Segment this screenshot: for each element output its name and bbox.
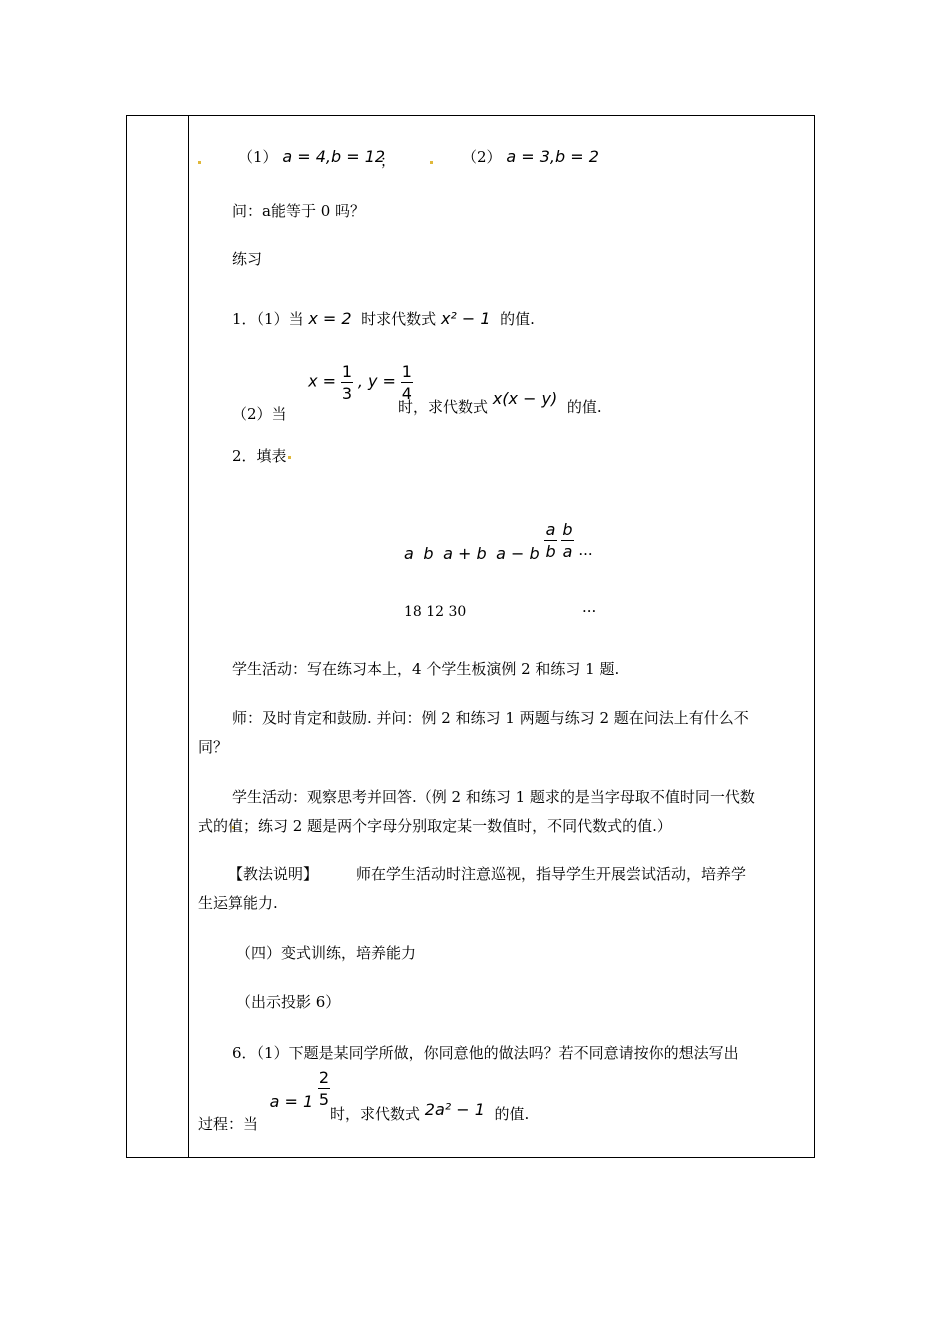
header-sum: a + b [443, 543, 487, 563]
case-1-label: （1） [238, 148, 278, 166]
header-b: b [423, 543, 434, 563]
fill-table-row: 18 12 30 [404, 604, 467, 620]
question-6-line-2 [198, 1068, 330, 1133]
practice-2-heading: 2．填表 [232, 447, 287, 465]
case-2-label: （2） [462, 148, 502, 166]
p1b-x-fraction [341, 362, 353, 403]
q6b-a-num: 2 [318, 1068, 330, 1087]
header-ab-den: b [545, 542, 556, 561]
q6b-suffix: 的值. [494, 1105, 530, 1123]
p1b-y-num: 1 [401, 362, 412, 381]
practice-1-line [232, 308, 535, 329]
table-frame [126, 115, 815, 1158]
q6b-mid: 时，求代数式 [330, 1105, 421, 1123]
q6b-a-fraction [318, 1068, 330, 1109]
teacher-line-2: 同？ [198, 738, 229, 756]
fraction-bar [341, 382, 353, 383]
yellow-mark [430, 161, 433, 164]
q6b-a-label: a = 1 [269, 1091, 314, 1111]
p1-condition: x = 2 [308, 309, 352, 328]
section-4-heading: （四）变式训练，培养能力 [236, 944, 417, 962]
p1-expression: x² − 1 [440, 309, 491, 328]
yellow-mark [288, 456, 291, 459]
header-ba-den: a [562, 542, 573, 561]
column-divider [188, 115, 189, 1158]
fraction-bar [318, 1088, 330, 1089]
header-a: a [404, 543, 414, 563]
header-diff: a − b [496, 543, 540, 563]
fraction-bar [401, 382, 413, 383]
p1b-y-den: 4 [401, 384, 412, 403]
p1b-x-den: 3 [341, 384, 353, 403]
row-ellipsis: ··· [582, 602, 597, 620]
fill-table-header [404, 520, 593, 561]
p1-mid: 时求代数式 [361, 310, 437, 328]
p1-prefix: 1．（1）当 [232, 310, 304, 328]
p1-suffix: 的值. [500, 310, 535, 328]
question-text: 问：a能等于 0 吗？ [232, 202, 366, 220]
p1b-x-num: 1 [341, 362, 353, 381]
q6b-a-den: 5 [318, 1090, 330, 1109]
practice-1b-tail [398, 389, 602, 417]
practice-1b-line [232, 362, 413, 423]
fraction-bar [544, 540, 556, 541]
header-b-over-a [561, 520, 573, 561]
header-ellipsis: ··· [578, 544, 593, 563]
method-label: 【教法说明】 [228, 865, 319, 883]
case-1-math: a = 4,b = 12 [282, 147, 386, 166]
yellow-mark [198, 161, 201, 164]
p1b-mid: 时，求代数式 [398, 398, 489, 416]
q6b-prefix: 过程：当 [198, 1114, 259, 1133]
question-6-tail [330, 1100, 530, 1124]
fraction-bar [561, 540, 573, 541]
case-2 [462, 146, 599, 167]
q6b-expression: 2a² − 1 [424, 1100, 485, 1119]
student-activity-2-line-2: 式的值；练习 2 题是两个字母分别取定某一数值时，不同代数式的值.） [198, 817, 672, 835]
projection-note: （出示投影 6） [236, 993, 341, 1011]
header-ba-num: b [562, 520, 573, 539]
student-activity-1: 学生活动：写在练习本上，4 个学生板演例 2 和练习 1 题. [232, 660, 620, 678]
p1b-suffix: 的值. [566, 398, 602, 416]
question-6-line-1: 6．（1）下题是某同学所做，你同意他的做法吗？若不同意请按你的想法写出 [232, 1044, 739, 1062]
case-2-math: a = 3,b = 2 [506, 147, 599, 166]
practice-heading: 练习 [232, 250, 263, 268]
method-line-1: 师在学生活动时注意巡视，指导学生开展尝试活动，培养学 [356, 865, 747, 883]
student-activity-2-line-1: 学生活动：观察思考并回答.（例 2 和练习 1 题求的是当字母取不值时同一代数 [232, 788, 755, 806]
header-ab-num: a [545, 520, 556, 539]
method-line-2: 生运算能力. [198, 894, 278, 912]
p1b-prefix: （2）当 [232, 404, 287, 423]
header-a-over-b [544, 520, 556, 561]
p1b-expression: x(x − y) [492, 389, 558, 408]
case-separator: ； [380, 152, 396, 170]
p1b-y-label: , y = [357, 371, 396, 391]
teacher-line-1: 师：及时肯定和鼓励. 并问：例 2 和练习 1 两题与练习 2 题在问法上有什么不 [232, 709, 749, 727]
p1b-x-label: x = [308, 371, 337, 391]
case-1 [238, 146, 385, 167]
